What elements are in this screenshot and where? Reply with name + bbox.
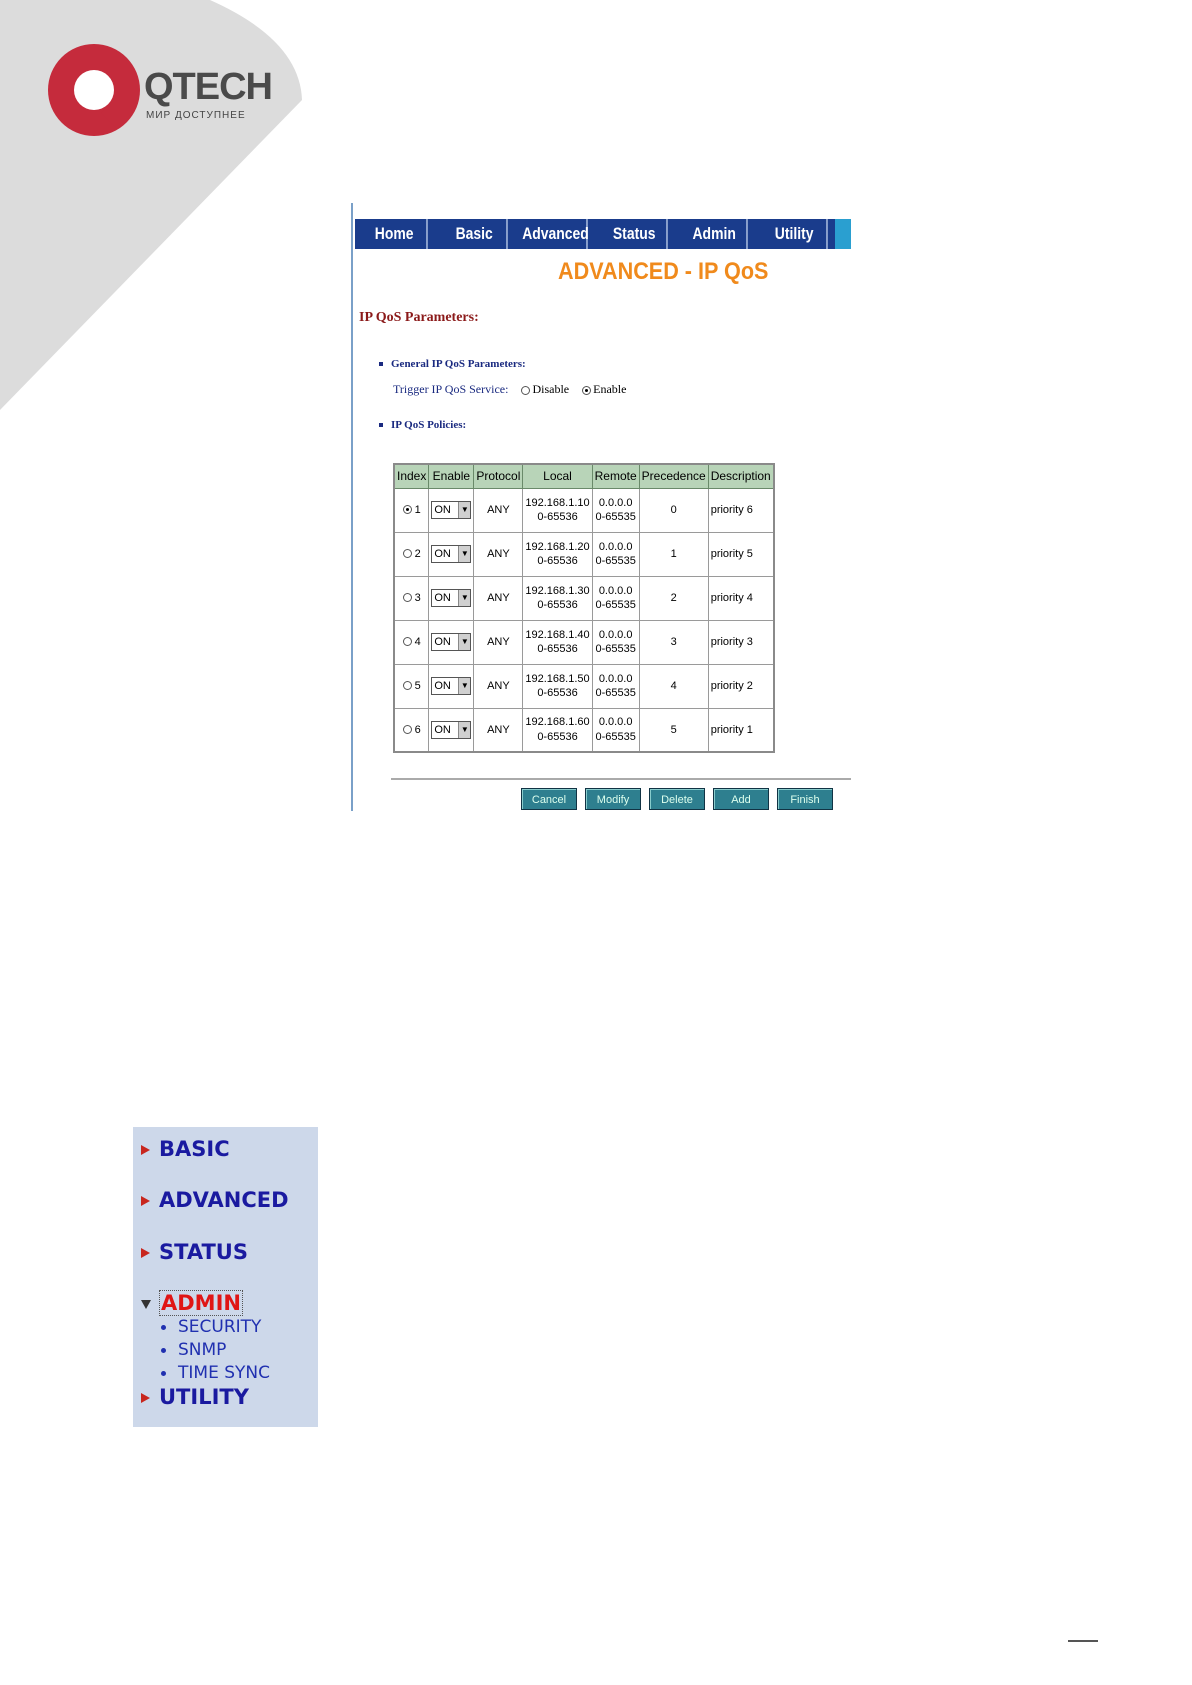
cancel-button[interactable]: Cancel <box>521 788 577 810</box>
remote-ip: 0.0.0.0 <box>598 584 633 597</box>
local-cell <box>523 664 592 708</box>
enable-radio[interactable] <box>582 386 591 395</box>
index-cell <box>394 664 429 708</box>
enable-cell <box>429 488 474 532</box>
col-local: Local <box>523 464 592 488</box>
nav-home[interactable]: Home <box>362 219 428 249</box>
page-title: ADVANCED - IP QoS <box>558 258 769 285</box>
side-menu <box>133 1127 318 1427</box>
local-ip: 192.168.1.30 <box>525 584 590 597</box>
description-cell: priority 1 <box>708 708 774 752</box>
menu-status-label: STATUS <box>159 1240 248 1264</box>
remote-cell <box>592 488 639 532</box>
logo-tagline: МИР ДОСТУПНЕЕ <box>146 110 246 121</box>
index-value: 1 <box>414 503 421 516</box>
local-ports: 0-65536 <box>537 599 578 611</box>
company-logo <box>48 44 288 140</box>
enable-value: ON <box>434 635 451 648</box>
col-precedence: Precedence <box>639 464 708 488</box>
enable-select[interactable] <box>431 545 471 563</box>
router-screenshot <box>351 203 851 811</box>
col-index: Index <box>394 464 429 488</box>
enable-value: ON <box>434 503 451 516</box>
nav-filler <box>835 219 851 249</box>
policies-label: IP QoS Policies: <box>391 419 467 431</box>
row-select-radio[interactable] <box>403 681 412 690</box>
policies-heading <box>379 419 466 431</box>
local-cell <box>523 488 592 532</box>
chevron-down-icon: ▼ <box>458 634 470 650</box>
table-header-row <box>394 464 774 488</box>
trigger-label: Trigger IP QoS Service: <box>393 382 509 396</box>
menu-status[interactable] <box>141 1240 248 1264</box>
logo-brand: QTECH <box>144 66 272 108</box>
remote-cell <box>592 708 639 752</box>
precedence-cell: 3 <box>639 620 708 664</box>
table-row <box>394 532 774 576</box>
enable-select[interactable] <box>431 721 471 739</box>
col-description: Description <box>708 464 774 488</box>
menu-basic[interactable] <box>141 1137 230 1161</box>
index-cell <box>394 620 429 664</box>
menu-admin-label: ADMIN <box>161 1291 241 1315</box>
protocol-cell: ANY <box>474 532 523 576</box>
page-number-rule <box>1068 1640 1098 1642</box>
enable-cell <box>429 576 474 620</box>
trigger-qos-row <box>393 382 626 397</box>
col-protocol: Protocol <box>474 464 523 488</box>
table-body <box>394 488 774 752</box>
remote-ports: 0-65535 <box>595 555 636 567</box>
remote-ports: 0-65535 <box>595 687 636 699</box>
enable-cell <box>429 620 474 664</box>
menu-utility-label: UTILITY <box>159 1385 249 1409</box>
disable-radio[interactable] <box>521 386 530 395</box>
enable-value: ON <box>434 723 451 736</box>
remote-ip: 0.0.0.0 <box>598 496 633 509</box>
precedence-cell: 1 <box>639 532 708 576</box>
protocol-cell: ANY <box>474 708 523 752</box>
precedence-cell: 0 <box>639 488 708 532</box>
table-row <box>394 488 774 532</box>
description-cell: priority 6 <box>708 488 774 532</box>
divider <box>391 778 851 780</box>
enable-radio-label: Enable <box>593 382 627 396</box>
index-cell <box>394 532 429 576</box>
collapsed-arrow-icon <box>141 1248 150 1258</box>
description-cell: priority 5 <box>708 532 774 576</box>
expanded-arrow-icon <box>141 1300 151 1309</box>
description-cell: priority 4 <box>708 576 774 620</box>
menu-advanced[interactable] <box>141 1188 289 1212</box>
index-value: 6 <box>414 723 421 736</box>
local-cell <box>523 708 592 752</box>
submenu-time-sync[interactable] <box>161 1363 270 1383</box>
add-button[interactable]: Add <box>713 788 769 810</box>
delete-button[interactable]: Delete <box>649 788 705 810</box>
submenu-snmp-label: SNMP <box>178 1340 227 1360</box>
remote-cell <box>592 532 639 576</box>
action-buttons <box>521 788 833 810</box>
local-ports: 0-65536 <box>537 555 578 567</box>
index-value: 3 <box>414 591 421 604</box>
remote-ip: 0.0.0.0 <box>598 716 633 729</box>
index-value: 5 <box>414 679 421 692</box>
chevron-down-icon: ▼ <box>458 502 470 518</box>
table-row <box>394 620 774 664</box>
enable-cell <box>429 664 474 708</box>
local-cell <box>523 532 592 576</box>
remote-ip: 0.0.0.0 <box>598 628 633 641</box>
col-enable: Enable <box>429 464 474 488</box>
collapsed-arrow-icon <box>141 1393 150 1403</box>
local-ip: 192.168.1.10 <box>525 496 590 509</box>
enable-value: ON <box>434 679 451 692</box>
nav-admin[interactable]: Admin <box>682 219 748 249</box>
remote-cell <box>592 620 639 664</box>
chevron-down-icon: ▼ <box>458 546 470 562</box>
index-value: 2 <box>414 547 421 560</box>
enable-select[interactable] <box>431 589 471 607</box>
nav-basic[interactable]: Basic <box>442 219 508 249</box>
menu-utility[interactable] <box>141 1385 249 1409</box>
local-cell <box>523 620 592 664</box>
local-ip: 192.168.1.50 <box>525 672 590 685</box>
row-select-radio[interactable] <box>403 505 412 514</box>
local-ports: 0-65536 <box>537 687 578 699</box>
section-title: IP QoS Parameters: <box>359 310 479 325</box>
row-select-radio[interactable] <box>403 593 412 602</box>
menu-admin[interactable] <box>141 1291 242 1315</box>
qos-policies-table <box>393 463 775 753</box>
bullet-icon <box>161 1371 166 1376</box>
protocol-cell: ANY <box>474 488 523 532</box>
index-cell <box>394 576 429 620</box>
col-remote: Remote <box>592 464 639 488</box>
index-cell <box>394 488 429 532</box>
row-select-radio[interactable] <box>403 725 412 734</box>
bullet-icon <box>161 1348 166 1353</box>
enable-select[interactable] <box>431 501 471 519</box>
index-value: 4 <box>414 635 421 648</box>
submenu-time-sync-label: TIME SYNC <box>178 1363 270 1383</box>
local-ports: 0-65536 <box>537 730 578 743</box>
remote-ip: 0.0.0.0 <box>598 540 633 553</box>
local-ports: 0-65536 <box>537 511 578 523</box>
remote-cell <box>592 576 639 620</box>
bullet-icon <box>379 362 383 366</box>
table-row <box>394 708 774 752</box>
top-nav <box>355 219 851 249</box>
remote-ip: 0.0.0.0 <box>598 672 633 685</box>
submenu-snmp[interactable] <box>161 1340 226 1360</box>
enable-value: ON <box>434 591 451 604</box>
remote-cell <box>592 664 639 708</box>
bullet-icon <box>161 1325 166 1330</box>
row-select-radio[interactable] <box>403 637 412 646</box>
enable-select[interactable] <box>431 677 471 695</box>
nav-utility[interactable]: Utility <box>762 219 828 249</box>
finish-button[interactable]: Finish <box>777 788 833 810</box>
chevron-down-icon: ▼ <box>458 590 470 606</box>
local-ports: 0-65536 <box>537 643 578 655</box>
remote-ports: 0-65535 <box>595 643 636 655</box>
general-params-label: General IP QoS Parameters: <box>391 358 526 370</box>
precedence-cell: 4 <box>639 664 708 708</box>
chevron-down-icon: ▼ <box>458 678 470 694</box>
submenu-security-label: SECURITY <box>178 1317 262 1337</box>
enable-cell <box>429 532 474 576</box>
collapsed-arrow-icon <box>141 1196 150 1206</box>
precedence-cell: 5 <box>639 708 708 752</box>
modify-button[interactable]: Modify <box>585 788 641 810</box>
remote-ports: 0-65535 <box>595 730 636 743</box>
enable-cell <box>429 708 474 752</box>
menu-advanced-label: ADVANCED <box>159 1188 289 1212</box>
nav-advanced[interactable]: Advanced <box>522 219 588 249</box>
precedence-cell: 2 <box>639 576 708 620</box>
chevron-down-icon: ▼ <box>458 722 470 738</box>
protocol-cell: ANY <box>474 576 523 620</box>
enable-value: ON <box>434 547 451 560</box>
local-ip: 192.168.1.60 <box>525 716 590 729</box>
disable-radio-label: Disable <box>532 382 570 396</box>
local-cell <box>523 576 592 620</box>
local-ip: 192.168.1.20 <box>525 540 590 553</box>
general-params-heading <box>379 358 526 370</box>
bullet-icon <box>379 423 383 427</box>
remote-ports: 0-65535 <box>595 599 636 611</box>
remote-ports: 0-65535 <box>595 511 636 523</box>
collapsed-arrow-icon <box>141 1145 150 1155</box>
menu-basic-label: BASIC <box>159 1137 230 1161</box>
protocol-cell: ANY <box>474 664 523 708</box>
protocol-cell: ANY <box>474 620 523 664</box>
description-cell: priority 2 <box>708 664 774 708</box>
nav-status[interactable]: Status <box>602 219 668 249</box>
local-ip: 192.168.1.40 <box>525 628 590 641</box>
logo-mark-hole <box>74 70 114 110</box>
row-select-radio[interactable] <box>403 549 412 558</box>
description-cell: priority 3 <box>708 620 774 664</box>
enable-select[interactable] <box>431 633 471 651</box>
index-cell <box>394 708 429 752</box>
table-row <box>394 664 774 708</box>
submenu-security[interactable] <box>161 1317 261 1337</box>
table-row <box>394 576 774 620</box>
